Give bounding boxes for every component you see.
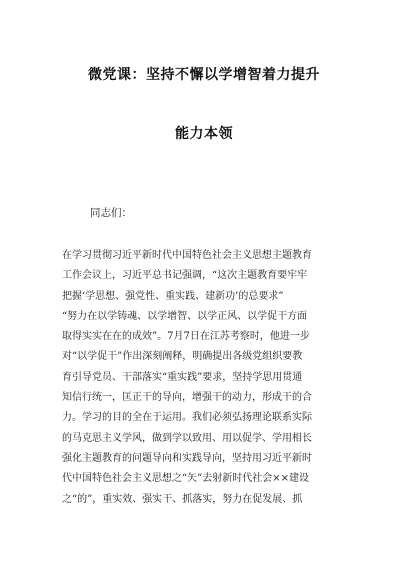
body-line: 取得实实在在的成效”。7月7日在江苏考察时，他进一步 bbox=[62, 331, 310, 343]
body-line: 力。学习的目的全在于运用。我们必须弘扬理论联系实际 bbox=[62, 412, 312, 424]
greeting: 同志们： bbox=[90, 207, 132, 219]
body-line: 在学习贯彻习近平新时代中国特色社会主义思想主题教育 bbox=[62, 250, 312, 261]
body-line: 的马克思主义学风，做到学以致用、用以促学、学用相长 bbox=[62, 432, 312, 444]
body-text bbox=[62, 246, 348, 510]
body-line: 之“的”，重实效、强实干、抓落实，努力在促发展、抓 bbox=[62, 493, 303, 505]
body-line: “努力在以学铸魂、以学增智、以学正风、以学促干方面 bbox=[62, 310, 308, 322]
body-line: 育引导党员、干部落实“重实践”要求，坚持学思用贯通 bbox=[62, 371, 303, 383]
body-line: 工作会议上，习近平总书记强调，“这次主题教育要牢牢 bbox=[62, 270, 308, 282]
body-line: 强化主题教育的问题导向和实践导向，坚持用习近平新时 bbox=[62, 452, 312, 464]
body-line: 对“以学促干”作出深刻阐释，明确提出各级党组织要教 bbox=[62, 351, 303, 363]
document-title-line-2: 能力本领 bbox=[175, 126, 233, 142]
body-line: 把握‘学思想、强党性、重实践、建新功’的总要求” bbox=[62, 290, 284, 302]
body-line: 代中国特色社会主义思想之“矢”去射新时代社会××建设 bbox=[62, 473, 309, 485]
body-line: 知信行统一，匡正干的导向，增强干的动力，形成干的合 bbox=[62, 392, 312, 404]
document-title-line-1: 微党课：坚持不懈以学增智着力提升 bbox=[88, 67, 320, 83]
